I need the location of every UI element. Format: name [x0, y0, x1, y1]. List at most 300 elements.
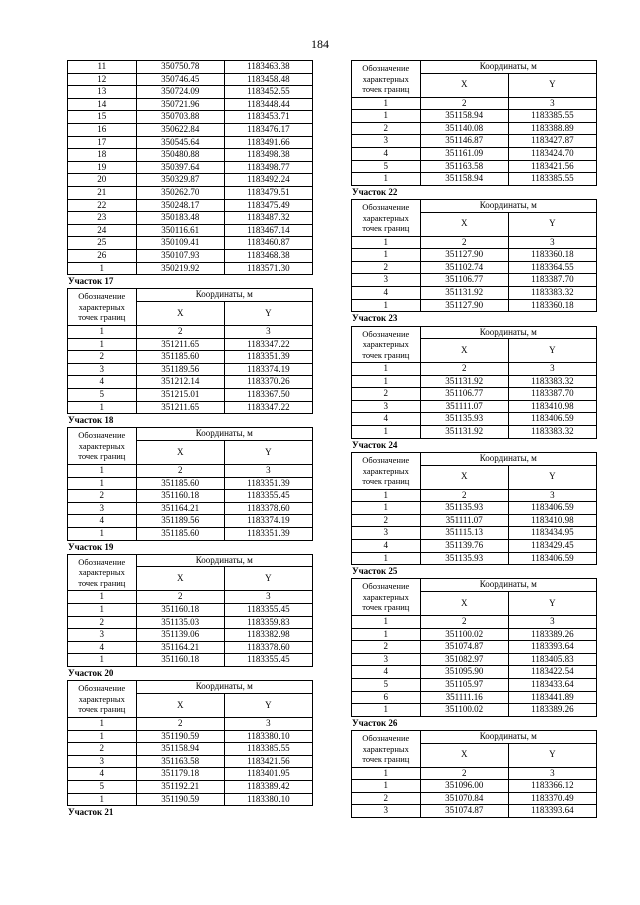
point-number-cell: 4 [352, 666, 421, 679]
x-coordinate-cell: 351211.65 [136, 338, 224, 351]
y-coordinate-cell: 1183347.22 [224, 338, 312, 351]
column-number-2: 2 [136, 717, 224, 730]
y-coordinate-cell: 1183475.49 [224, 199, 312, 212]
table-row [352, 552, 597, 565]
y-coordinate-cell: 1183422.54 [508, 666, 596, 679]
point-number-cell: 24 [68, 224, 137, 237]
table-row [352, 514, 597, 527]
column-number-2: 2 [420, 616, 508, 629]
x-header: X [136, 301, 224, 325]
table-row [68, 123, 313, 136]
y-header: Y [508, 465, 596, 489]
x-coordinate-cell: 351160.18 [136, 490, 224, 503]
point-number-cell: 1 [352, 780, 421, 793]
y-header: Y [508, 592, 596, 616]
y-coordinate-cell: 1183370.26 [224, 376, 312, 389]
coordinates-header: Координаты, м [136, 554, 312, 567]
x-coordinate-cell: 351163.58 [420, 160, 508, 173]
table-row [352, 502, 597, 515]
point-number-cell: 1 [352, 299, 421, 312]
y-header: Y [224, 567, 312, 591]
table-row [352, 375, 597, 388]
column-number-2: 2 [136, 591, 224, 604]
table-row [352, 666, 597, 679]
y-coordinate-cell: 1183441.89 [508, 691, 596, 704]
y-coordinate-cell: 1183389.26 [508, 628, 596, 641]
y-coordinate-cell: 1183433.64 [508, 678, 596, 691]
x-header: X [420, 592, 508, 616]
column-number-3: 3 [224, 717, 312, 730]
column-number-1: 1 [68, 717, 137, 730]
x-coordinate-cell: 351179.18 [136, 768, 224, 781]
column-number-2: 2 [420, 97, 508, 110]
y-coordinate-cell: 1183479.51 [224, 186, 312, 199]
coordinates-table [67, 554, 313, 667]
y-coordinate-cell: 1183491.66 [224, 136, 312, 149]
column-number-1: 1 [68, 325, 137, 338]
x-coordinate-cell: 350329.87 [136, 174, 224, 187]
y-coordinate-cell: 1183421.56 [224, 755, 312, 768]
x-coordinate-cell: 351135.93 [420, 502, 508, 515]
table-row [352, 805, 597, 818]
x-coordinate-cell: 351111.16 [420, 691, 508, 704]
point-number-cell: 4 [352, 287, 421, 300]
point-number-cell: 2 [352, 261, 421, 274]
column-number-2: 2 [136, 465, 224, 478]
y-coordinate-cell: 1183468.38 [224, 249, 312, 262]
point-number-cell: 3 [68, 502, 137, 515]
coordinates-header: Координаты, м [136, 681, 312, 694]
x-coordinate-cell: 351102.74 [420, 261, 508, 274]
point-number-cell: 1 [352, 375, 421, 388]
point-number-cell: 1 [68, 730, 137, 743]
y-coordinate-cell: 1183467.14 [224, 224, 312, 237]
y-coordinate-cell: 1183424.70 [508, 147, 596, 160]
y-coordinate-cell: 1183492.24 [224, 174, 312, 187]
y-coordinate-cell: 1183383.32 [508, 287, 596, 300]
x-coordinate-cell: 351160.18 [136, 654, 224, 667]
y-coordinate-cell: 1183429.45 [508, 539, 596, 552]
x-header: X [420, 743, 508, 767]
table-row [68, 376, 313, 389]
x-coordinate-cell: 351189.56 [136, 515, 224, 528]
point-number-cell: 1 [352, 704, 421, 717]
point-number-cell: 23 [68, 212, 137, 225]
y-coordinate-cell: 1183387.70 [508, 274, 596, 287]
y-coordinate-cell: 1183498.38 [224, 149, 312, 162]
x-coordinate-cell: 351185.60 [136, 477, 224, 490]
coordinates-table [351, 326, 597, 439]
x-coordinate-cell: 350545.64 [136, 136, 224, 149]
y-coordinate-cell: 1183374.19 [224, 515, 312, 528]
y-header: Y [224, 441, 312, 465]
column-number-3: 3 [508, 616, 596, 629]
column-number-1: 1 [68, 465, 137, 478]
table-row [352, 299, 597, 312]
y-coordinate-cell: 1183463.38 [224, 61, 312, 74]
table-row [68, 149, 313, 162]
column-number-3: 3 [508, 236, 596, 249]
section-title: Участок 25 [352, 566, 398, 577]
x-coordinate-cell: 351105.97 [420, 678, 508, 691]
coordinates-header: Координаты, м [420, 61, 596, 74]
point-number-cell: 3 [352, 653, 421, 666]
point-number-cell: 13 [68, 86, 137, 99]
table-row [352, 135, 597, 148]
column-number-1: 1 [352, 97, 421, 110]
column-number-2: 2 [420, 363, 508, 376]
point-number-cell: 3 [352, 400, 421, 413]
y-coordinate-cell: 1183387.70 [508, 388, 596, 401]
x-coordinate-cell: 351158.94 [136, 743, 224, 756]
x-coordinate-cell: 351074.87 [420, 805, 508, 818]
x-coordinate-cell: 351070.84 [420, 792, 508, 805]
table-row [352, 261, 597, 274]
x-coordinate-cell: 351139.06 [136, 629, 224, 642]
column-number-3: 3 [224, 591, 312, 604]
x-coordinate-cell: 351135.03 [136, 616, 224, 629]
point-number-cell: 2 [352, 792, 421, 805]
point-number-cell: 3 [352, 135, 421, 148]
column-number-1: 1 [352, 616, 421, 629]
table-row [352, 287, 597, 300]
column-number-3: 3 [508, 97, 596, 110]
section-title: Участок 24 [352, 439, 398, 450]
y-coordinate-cell: 1183487.32 [224, 212, 312, 225]
x-coordinate-cell: 350219.92 [136, 262, 224, 275]
coordinates-header: Координаты, м [136, 289, 312, 302]
x-coordinate-cell: 351146.87 [420, 135, 508, 148]
table-row [68, 237, 313, 250]
point-number-cell: 5 [68, 388, 137, 401]
section-title: Участок 18 [68, 415, 114, 426]
point-number-cell: 1 [352, 173, 421, 186]
table-row [68, 136, 313, 149]
table-row [352, 678, 597, 691]
y-coordinate-cell: 1183382.98 [224, 629, 312, 642]
column-number-1: 1 [352, 767, 421, 780]
x-coordinate-cell: 351190.59 [136, 793, 224, 806]
x-coordinate-cell: 351131.92 [420, 375, 508, 388]
coordinates-header: Координаты, м [420, 579, 596, 592]
x-coordinate-cell: 351095.90 [420, 666, 508, 679]
table-row [352, 110, 597, 123]
y-coordinate-cell: 1183434.95 [508, 527, 596, 540]
y-coordinate-cell: 1183383.32 [508, 426, 596, 439]
table-row [68, 654, 313, 667]
x-coordinate-cell: 351164.21 [136, 641, 224, 654]
column-number-1: 1 [68, 591, 137, 604]
y-coordinate-cell: 1183393.64 [508, 641, 596, 654]
coordinates-header: Координаты, м [420, 200, 596, 213]
point-number-cell: 18 [68, 149, 137, 162]
y-coordinate-cell: 1183355.45 [224, 654, 312, 667]
x-coordinate-cell: 351106.77 [420, 274, 508, 287]
section-title: Участок 17 [68, 276, 114, 287]
left-column [67, 60, 313, 819]
point-number-cell: 2 [352, 388, 421, 401]
section-title: Участок 23 [352, 313, 398, 324]
table-row [68, 755, 313, 768]
y-coordinate-cell: 1183359.83 [224, 616, 312, 629]
table-row [352, 704, 597, 717]
x-coordinate-cell: 351111.07 [420, 514, 508, 527]
table-row [68, 351, 313, 364]
x-coordinate-cell: 350116.61 [136, 224, 224, 237]
table-row [68, 604, 313, 617]
y-coordinate-cell: 1183378.60 [224, 502, 312, 515]
x-coordinate-cell: 351160.18 [136, 604, 224, 617]
y-coordinate-cell: 1183380.10 [224, 730, 312, 743]
point-number-cell: 4 [352, 147, 421, 160]
section-title: Участок 20 [68, 668, 114, 679]
point-number-cell: 4 [68, 515, 137, 528]
coordinates-table [351, 199, 597, 312]
table-row [352, 413, 597, 426]
y-coordinate-cell: 1183452.55 [224, 86, 312, 99]
point-number-cell: 1 [68, 477, 137, 490]
table-row [352, 122, 597, 135]
x-coordinate-cell: 351135.93 [420, 413, 508, 426]
point-number-cell: 3 [68, 629, 137, 642]
point-number-cell: 21 [68, 186, 137, 199]
table-row [68, 161, 313, 174]
y-coordinate-cell: 1183366.12 [508, 780, 596, 793]
x-coordinate-cell: 351106.77 [420, 388, 508, 401]
x-header: X [420, 339, 508, 363]
coordinates-table [351, 730, 597, 818]
table-row [68, 401, 313, 414]
table-row [352, 147, 597, 160]
point-number-cell: 4 [68, 376, 137, 389]
table-row [68, 388, 313, 401]
table-row [352, 160, 597, 173]
point-number-cell: 1 [68, 262, 137, 275]
x-coordinate-cell: 351127.90 [420, 249, 508, 262]
x-header: X [136, 441, 224, 465]
table-row [68, 199, 313, 212]
x-coordinate-cell: 351215.01 [136, 388, 224, 401]
x-coordinate-cell: 351163.58 [136, 755, 224, 768]
y-coordinate-cell: 1183393.64 [508, 805, 596, 818]
y-coordinate-cell: 1183385.55 [508, 110, 596, 123]
table-row [352, 691, 597, 704]
designation-header: Обозначение характерных точек границ [352, 452, 421, 489]
point-number-cell: 6 [352, 691, 421, 704]
point-number-cell: 1 [68, 401, 137, 414]
x-coordinate-cell: 351158.94 [420, 173, 508, 186]
point-number-cell: 5 [352, 160, 421, 173]
y-header: Y [508, 212, 596, 236]
designation-header: Обозначение характерных точек границ [68, 289, 137, 326]
y-coordinate-cell: 1183401.95 [224, 768, 312, 781]
point-number-cell: 16 [68, 123, 137, 136]
y-header: Y [224, 693, 312, 717]
y-header: Y [508, 743, 596, 767]
column-number-1: 1 [352, 489, 421, 502]
table-row [68, 363, 313, 376]
table-row [68, 174, 313, 187]
y-coordinate-cell: 1183406.59 [508, 413, 596, 426]
point-number-cell: 1 [352, 249, 421, 262]
x-coordinate-cell: 350622.84 [136, 123, 224, 136]
y-coordinate-cell: 1183453.71 [224, 111, 312, 124]
designation-header: Обозначение характерных точек границ [352, 731, 421, 768]
y-coordinate-cell: 1183406.59 [508, 502, 596, 515]
x-coordinate-cell: 351135.93 [420, 552, 508, 565]
table-row [68, 743, 313, 756]
point-number-cell: 2 [68, 351, 137, 364]
x-coordinate-cell: 351190.59 [136, 730, 224, 743]
y-coordinate-cell: 1183360.18 [508, 249, 596, 262]
point-number-cell: 2 [352, 641, 421, 654]
y-coordinate-cell: 1183427.87 [508, 135, 596, 148]
table-row [68, 629, 313, 642]
designation-header: Обозначение характерных точек границ [68, 554, 137, 591]
point-number-cell: 3 [352, 274, 421, 287]
y-coordinate-cell: 1183347.22 [224, 401, 312, 414]
y-coordinate-cell: 1183385.55 [508, 173, 596, 186]
table-row [352, 173, 597, 186]
point-number-cell: 1 [352, 502, 421, 515]
point-number-cell: 11 [68, 61, 137, 74]
point-number-cell: 25 [68, 237, 137, 250]
page-number: 184 [311, 37, 329, 51]
table-row [68, 768, 313, 781]
point-number-cell: 1 [352, 426, 421, 439]
coordinates-table [67, 680, 313, 806]
x-coordinate-cell: 351211.65 [136, 401, 224, 414]
y-coordinate-cell: 1183421.56 [508, 160, 596, 173]
table-row [352, 400, 597, 413]
y-coordinate-cell: 1183364.55 [508, 261, 596, 274]
table-row [68, 98, 313, 111]
point-number-cell: 3 [68, 755, 137, 768]
y-coordinate-cell: 1183406.59 [508, 552, 596, 565]
x-coordinate-cell: 351164.21 [136, 502, 224, 515]
coordinates-table [351, 60, 597, 186]
y-header: Y [508, 339, 596, 363]
point-number-cell: 4 [68, 768, 137, 781]
point-number-cell: 4 [352, 539, 421, 552]
designation-header: Обозначение характерных точек границ [68, 428, 137, 465]
point-number-cell: 17 [68, 136, 137, 149]
x-coordinate-cell: 351139.76 [420, 539, 508, 552]
point-number-cell: 2 [68, 616, 137, 629]
point-number-cell: 1 [68, 338, 137, 351]
x-coordinate-cell: 350703.88 [136, 111, 224, 124]
point-number-cell: 1 [68, 654, 137, 667]
coordinates-table [67, 288, 313, 414]
point-number-cell: 4 [352, 413, 421, 426]
table-row [68, 262, 313, 275]
x-coordinate-cell: 351192.21 [136, 780, 224, 793]
x-coordinate-cell: 351212.14 [136, 376, 224, 389]
y-coordinate-cell: 1183385.55 [224, 743, 312, 756]
point-number-cell: 3 [352, 527, 421, 540]
point-number-cell: 5 [68, 780, 137, 793]
column-number-2: 2 [420, 767, 508, 780]
x-coordinate-cell: 350746.45 [136, 73, 224, 86]
y-coordinate-cell: 1183355.45 [224, 604, 312, 617]
point-number-cell: 2 [68, 490, 137, 503]
y-coordinate-cell: 1183388.89 [508, 122, 596, 135]
table-row [68, 249, 313, 262]
point-number-cell: 4 [68, 641, 137, 654]
coordinates-table [351, 452, 597, 565]
table-row [68, 111, 313, 124]
x-coordinate-cell: 350397.64 [136, 161, 224, 174]
y-coordinate-cell: 1183405.83 [508, 653, 596, 666]
point-number-cell: 12 [68, 73, 137, 86]
table-row [68, 528, 313, 541]
point-number-cell: 1 [352, 552, 421, 565]
section-title: Участок 26 [352, 717, 398, 728]
column-number-2: 2 [136, 325, 224, 338]
point-number-cell: 1 [352, 628, 421, 641]
table-row [352, 792, 597, 805]
x-coordinate-cell: 350724.09 [136, 86, 224, 99]
y-coordinate-cell: 1183476.17 [224, 123, 312, 136]
x-coordinate-cell: 351074.87 [420, 641, 508, 654]
x-header: X [420, 465, 508, 489]
table-row [68, 73, 313, 86]
point-number-cell: 22 [68, 199, 137, 212]
x-header: X [420, 212, 508, 236]
designation-header: Обозначение характерных точек границ [352, 61, 421, 98]
coordinates-header: Координаты, м [136, 428, 312, 441]
y-coordinate-cell: 1183389.42 [224, 780, 312, 793]
table-row [68, 224, 313, 237]
x-coordinate-cell: 351082.97 [420, 653, 508, 666]
x-coordinate-cell: 350721.96 [136, 98, 224, 111]
x-coordinate-cell: 351158.94 [420, 110, 508, 123]
table-row [68, 338, 313, 351]
y-coordinate-cell: 1183498.77 [224, 161, 312, 174]
y-coordinate-cell: 1183367.50 [224, 388, 312, 401]
table-row [352, 274, 597, 287]
table-row [352, 653, 597, 666]
y-coordinate-cell: 1183448.44 [224, 98, 312, 111]
designation-header: Обозначение характерных точек границ [352, 579, 421, 616]
table-row [68, 616, 313, 629]
table-row [352, 426, 597, 439]
y-header: Y [224, 301, 312, 325]
designation-header: Обозначение характерных точек границ [352, 200, 421, 237]
point-number-cell: 3 [352, 805, 421, 818]
coordinates-header: Координаты, м [420, 452, 596, 465]
table-row [352, 641, 597, 654]
table-row [352, 527, 597, 540]
y-coordinate-cell: 1183351.39 [224, 351, 312, 364]
point-number-cell: 5 [352, 678, 421, 691]
table-row [352, 628, 597, 641]
point-number-cell: 1 [68, 793, 137, 806]
table-row [68, 641, 313, 654]
table-row [68, 61, 313, 74]
x-coordinate-cell: 350183.48 [136, 212, 224, 225]
table-row [68, 730, 313, 743]
column-number-1: 1 [352, 363, 421, 376]
column-number-3: 3 [508, 767, 596, 780]
x-coordinate-cell: 351131.92 [420, 287, 508, 300]
column-number-2: 2 [420, 236, 508, 249]
table-row [352, 539, 597, 552]
designation-header: Обозначение характерных точек границ [68, 681, 137, 718]
y-coordinate-cell: 1183458.48 [224, 73, 312, 86]
coordinates-header: Координаты, м [420, 731, 596, 744]
section-title: Участок 22 [352, 186, 398, 197]
